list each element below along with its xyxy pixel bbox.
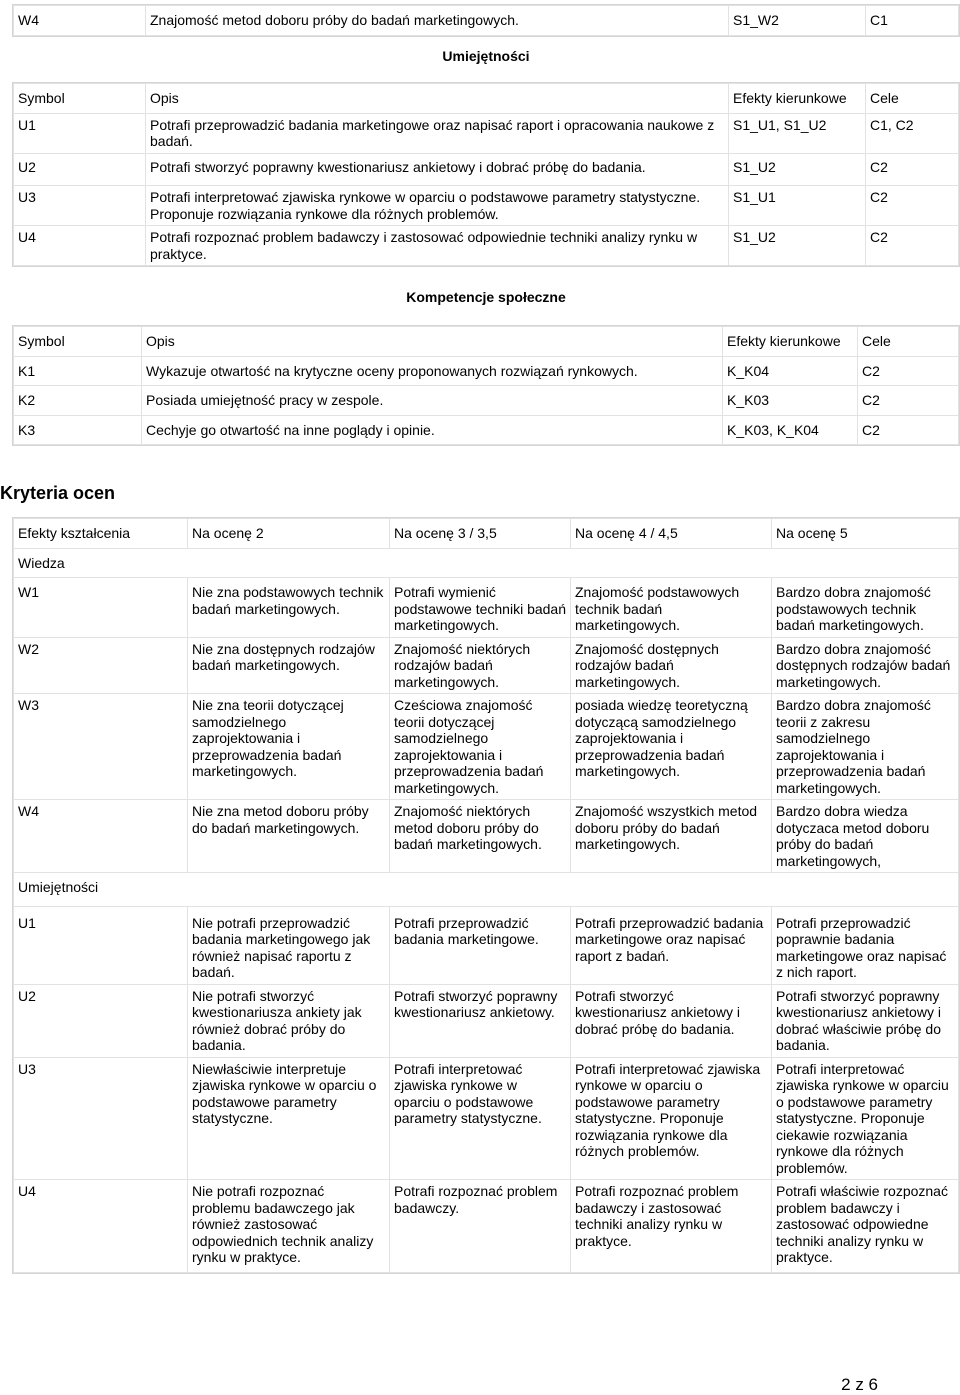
goals-cell: C2 [858,415,959,445]
table-row [14,356,959,386]
knowledge-group-label: Wiedza [14,548,959,578]
grade-5-cell: Potrafi przeprowadzić poprawnie badania marketingowe oraz napisać z nich raport. [772,906,959,984]
effects-cell: S1_U2 [729,153,866,186]
header-effect: Efekty kształcenia [14,519,188,549]
grade-4-cell: Znajomość podstawowych technik badań marketingowych. [571,578,772,638]
grade-5-cell: Potrafi stworzyć poprawny kwestionariusz ankietowy i dobrać właściwie próbę do badania. [772,984,959,1057]
table-row [14,226,959,266]
symbol-cell: W4 [14,800,188,873]
table-header-row [14,327,959,357]
grade-2-cell: Nie zna metod doboru próby do badań marketingowych. [188,800,390,873]
header-grade-2: Na ocenę 2 [188,519,390,549]
table-row [14,694,959,800]
description-cell: Znajomość metod doboru próby do badań marketingowych. [146,6,729,36]
grade-3-cell: Potrafi stworzyć poprawny kwestionariusz ankietowy. [390,984,571,1057]
description-cell: Posiada umiejętność pracy w zespole. [142,386,723,416]
table-row [14,1057,959,1180]
header-grade-3: Na ocenę 3 / 3,5 [390,519,571,549]
symbol-cell: K3 [14,415,142,445]
symbol-cell: U1 [14,113,146,153]
table-row [14,153,959,186]
grade-2-cell: Nie zna dostępnych rodzajów badań marketingowych. [188,637,390,694]
grade-4-cell: Znajomość wszystkich metod doboru próby do badań marketingowych. [571,800,772,873]
table-row [14,800,959,873]
symbol-cell: U2 [14,153,146,186]
grade-3-cell: Potrafi interpretować zjawiska rynkowe w oparciu o podstawowe parametry statystyczne. [390,1057,571,1180]
criteria-table-box [12,517,960,1274]
grade-4-cell: posiada wiedzę teoretyczną dotyczącą samodzielnego zaprojektowania i przeprowadzenia badań marketingowych. [571,694,772,800]
goals-cell: C2 [858,356,959,386]
header-symbol: Symbol [14,327,142,357]
effects-cell: K_K04 [723,356,858,386]
effects-cell: S1_U2 [729,226,866,266]
skills-table [13,83,959,266]
grade-3-cell: Potrafi wymienić podstawowe techniki badań marketingowych. [390,578,571,638]
symbol-cell: U4 [14,1180,188,1273]
grade-3-cell: Znajomość niektórych metod doboru próby do badań marketingowych. [390,800,571,873]
goals-cell: C1 [866,6,959,36]
grade-4-cell: Potrafi stworzyć kwestionariusz ankietowy i dobrać próbę do badania. [571,984,772,1057]
knowledge-w4-row-box [12,4,960,37]
grade-3-cell: Potrafi przeprowadzić badania marketingowe. [390,906,571,984]
table-row [14,386,959,416]
grade-3-cell: Cześciowa znajomość teorii dotyczącej samodzielnego zaprojektowania i przeprowadzenia badań marketingowych. [390,694,571,800]
description-cell: Potrafi interpretować zjawiska rynkowe w oparciu o podstawowe parametry statystyczne. Proponuje rozwiązania rynkowe dla różnych problemów. [146,186,729,226]
table-row [14,186,959,226]
criteria-table [13,518,959,1273]
grade-2-cell: Nie potrafi przeprowadzić badania marketingowego jak również napisać raportu z badań. [188,906,390,984]
table-header-row [14,84,959,114]
goals-cell: C2 [866,153,959,186]
description-cell: Wykazuje otwartość na krytyczne oceny proponowanych rozwiązań rynkowych. [142,356,723,386]
symbol-cell: W1 [14,578,188,638]
header-symbol: Symbol [14,84,146,114]
goals-cell: C2 [866,186,959,226]
symbol-cell: U3 [14,186,146,226]
table-row [14,1180,959,1273]
effects-cell: K_K03 [723,386,858,416]
grade-5-cell: Potrafi interpretować zjawiska rynkowe w oparciu o podstawowe parametry statystyczne. Proponuje ciekawie rozwiązania rynkowe dla różnych problemów. [772,1057,959,1180]
criteria-heading: Kryteria ocen [0,483,116,503]
skills-heading-text: Umiejętności [442,48,530,64]
effects-cell: S1_W2 [729,6,866,36]
grade-2-cell: Nie potrafi stworzyć kwestionariusza ankiety jak również dobrać próby do badania. [188,984,390,1057]
symbol-cell: W4 [14,6,146,36]
grade-4-cell: Znajomość dostępnych rodzajów badań marketingowych. [571,637,772,694]
skills-group-label: Umiejętności [14,873,959,907]
grade-2-cell: Nie potrafi rozpoznać problemu badawczego jak również zastosować odpowiednich technik analizy rynku w praktyce. [188,1180,390,1273]
grade-5-cell: Potrafi właściwie rozpoznać problem badawczy i zastosować odpowiedne techniki analizy rynku w praktyce. [772,1180,959,1273]
table-row [14,6,959,36]
symbol-cell: K1 [14,356,142,386]
grade-4-cell: Potrafi przeprowadzić badania marketingowe oraz napisać raport z badań. [571,906,772,984]
table-row [14,578,959,638]
description-cell: Potrafi stworzyć poprawny kwestionariusz ankietowy i dobrać próbę do badania. [146,153,729,186]
description-cell: Cechyje go otwartość na inne poglądy i opinie. [142,415,723,445]
grade-5-cell: Bardzo dobra wiedza dotyczaca metod doboru próby do badań marketingowych, [772,800,959,873]
social-heading-text: Kompetencje społeczne [406,289,566,305]
table-row [14,113,959,153]
skills-table-box [12,82,960,267]
symbol-cell: U2 [14,984,188,1057]
effects-cell: S1_U1, S1_U2 [729,113,866,153]
table-row [14,548,959,578]
table-header-row [14,519,959,549]
skills-heading [12,40,960,72]
goals-cell: C1, C2 [866,113,959,153]
grade-4-cell: Potrafi interpretować zjawiska rynkowe w oparciu o podstawowe parametry statystyczne. Proponuje rozwiązania rynkowe dla różnych problemów. [571,1057,772,1180]
header-goals: Cele [858,327,959,357]
description-cell: Potrafi rozpoznać problem badawczy i zastosować odpowiednie techniki analizy rynku w praktyce. [146,226,729,266]
symbol-cell: U1 [14,906,188,984]
effects-cell: K_K03, K_K04 [723,415,858,445]
knowledge-w4-table [13,5,959,36]
table-row [14,984,959,1057]
header-description: Opis [142,327,723,357]
grade-3-cell: Potrafi rozpoznać problem badawczy. [390,1180,571,1273]
symbol-cell: U3 [14,1057,188,1180]
header-effects: Efekty kierunkowe [723,327,858,357]
page-number: 2 z 6 [841,1375,878,1394]
symbol-cell: U4 [14,226,146,266]
description-cell: Potrafi przeprowadzić badania marketingowe oraz napisać raport i opracowania naukowe z badań. [146,113,729,153]
grade-5-cell: Bardzo dobra znajomość teorii z zakresu samodzielnego zaprojektowania i przeprowadzenia badań marketingowych. [772,694,959,800]
effects-cell: S1_U1 [729,186,866,226]
goals-cell: C2 [858,386,959,416]
table-row [14,906,959,984]
grade-2-cell: Nie zna podstawowych technik badań marketingowych. [188,578,390,638]
social-heading [12,281,960,313]
social-table [13,326,959,445]
header-grade-4: Na ocenę 4 / 4,5 [571,519,772,549]
header-goals: Cele [866,84,959,114]
goals-cell: C2 [866,226,959,266]
grade-5-cell: Bardzo dobra znajomość dostępnych rodzajów badań marketingowych. [772,637,959,694]
grade-3-cell: Znajomość niektórych rodzajów badań marketingowych. [390,637,571,694]
table-row [14,415,959,445]
social-table-box [12,325,960,446]
symbol-cell: W3 [14,694,188,800]
symbol-cell: K2 [14,386,142,416]
header-grade-5: Na ocenę 5 [772,519,959,549]
header-description: Opis [146,84,729,114]
header-effects: Efekty kierunkowe [729,84,866,114]
grade-5-cell: Bardzo dobra znajomość podstawowych technik badań marketingowych. [772,578,959,638]
table-row [14,637,959,694]
grade-4-cell: Potrafi rozpoznać problem badawczy i zastosować techniki analizy rynku w praktyce. [571,1180,772,1273]
symbol-cell: W2 [14,637,188,694]
grade-2-cell: Nie zna teorii dotyczącej samodzielnego zaprojektowania i przeprowadzenia badań marketingowych. [188,694,390,800]
table-row [14,873,959,907]
grade-2-cell: Niewłaściwie interpretuje zjawiska rynkowe w oparciu o podstawowe parametry statystyczne. [188,1057,390,1180]
